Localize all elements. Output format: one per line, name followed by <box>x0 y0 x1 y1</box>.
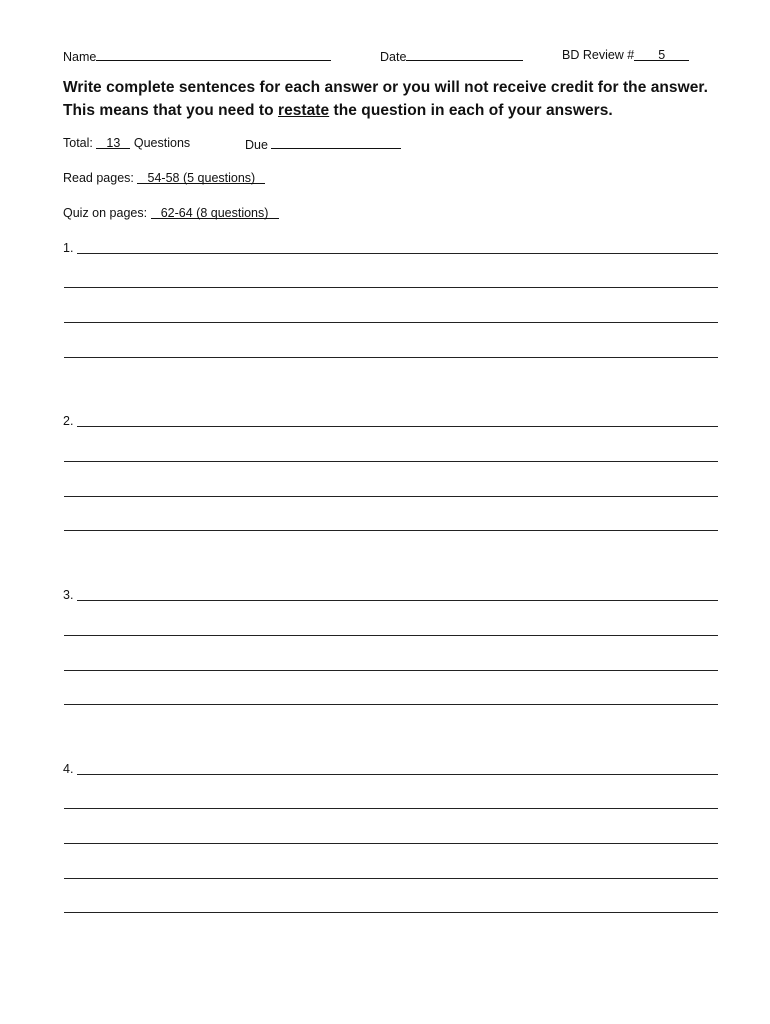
answer-line[interactable] <box>64 912 718 913</box>
review-number: 5 <box>634 47 689 61</box>
answer-number: 1. <box>63 241 74 255</box>
name-blank[interactable] <box>96 47 331 61</box>
name-label: Name <box>63 50 97 64</box>
due-blank[interactable] <box>271 135 401 149</box>
quiz-value: 62-64 (8 questions) <box>151 205 279 219</box>
total-field <box>63 135 190 151</box>
answer-line[interactable] <box>64 461 718 462</box>
due-label: Due <box>245 138 268 152</box>
read-pages-field <box>63 170 265 186</box>
answer-line[interactable] <box>64 878 718 879</box>
quiz-pages-field <box>63 205 279 221</box>
answer-line[interactable] <box>64 670 718 671</box>
answer-line[interactable] <box>64 635 718 636</box>
total-label: Total: <box>63 136 93 150</box>
instruction-text-after: the question in each of your answers. <box>329 102 613 119</box>
instruction-text-before: This means that you need to <box>63 102 278 119</box>
answer-number: 4. <box>63 762 74 776</box>
answer-line[interactable] <box>77 426 718 427</box>
questions-label: Questions <box>133 136 191 150</box>
answer-line[interactable] <box>64 704 718 705</box>
answer-line[interactable] <box>64 287 718 288</box>
answer-line[interactable] <box>64 808 718 809</box>
answer-line[interactable] <box>77 600 718 601</box>
answer-number: 2. <box>63 414 74 428</box>
instruction-emphasis: restate <box>278 102 330 119</box>
answer-line[interactable] <box>64 496 718 497</box>
answer-line[interactable] <box>64 357 718 358</box>
answer-line[interactable] <box>64 843 718 844</box>
date-blank[interactable] <box>406 47 523 61</box>
review-field <box>562 47 689 63</box>
answer-line[interactable] <box>77 774 718 775</box>
date-label: Date <box>380 50 407 64</box>
instruction-line-2 <box>63 100 613 122</box>
read-value: 54-58 (5 questions) <box>137 170 265 184</box>
answer-line[interactable] <box>64 530 718 531</box>
answer-number: 3. <box>63 588 74 602</box>
read-label: Read pages: <box>63 171 134 185</box>
answer-line[interactable] <box>64 322 718 323</box>
total-value: 13 <box>96 135 130 149</box>
instruction-line-1: Write complete sentences for each answer or you will not receive credit for the answer. <box>63 79 708 96</box>
due-field <box>245 135 401 153</box>
name-field <box>63 47 331 65</box>
answer-line[interactable] <box>77 253 718 254</box>
quiz-label: Quiz on pages: <box>63 206 148 220</box>
date-field <box>380 47 523 65</box>
review-label: BD Review # <box>562 48 635 62</box>
